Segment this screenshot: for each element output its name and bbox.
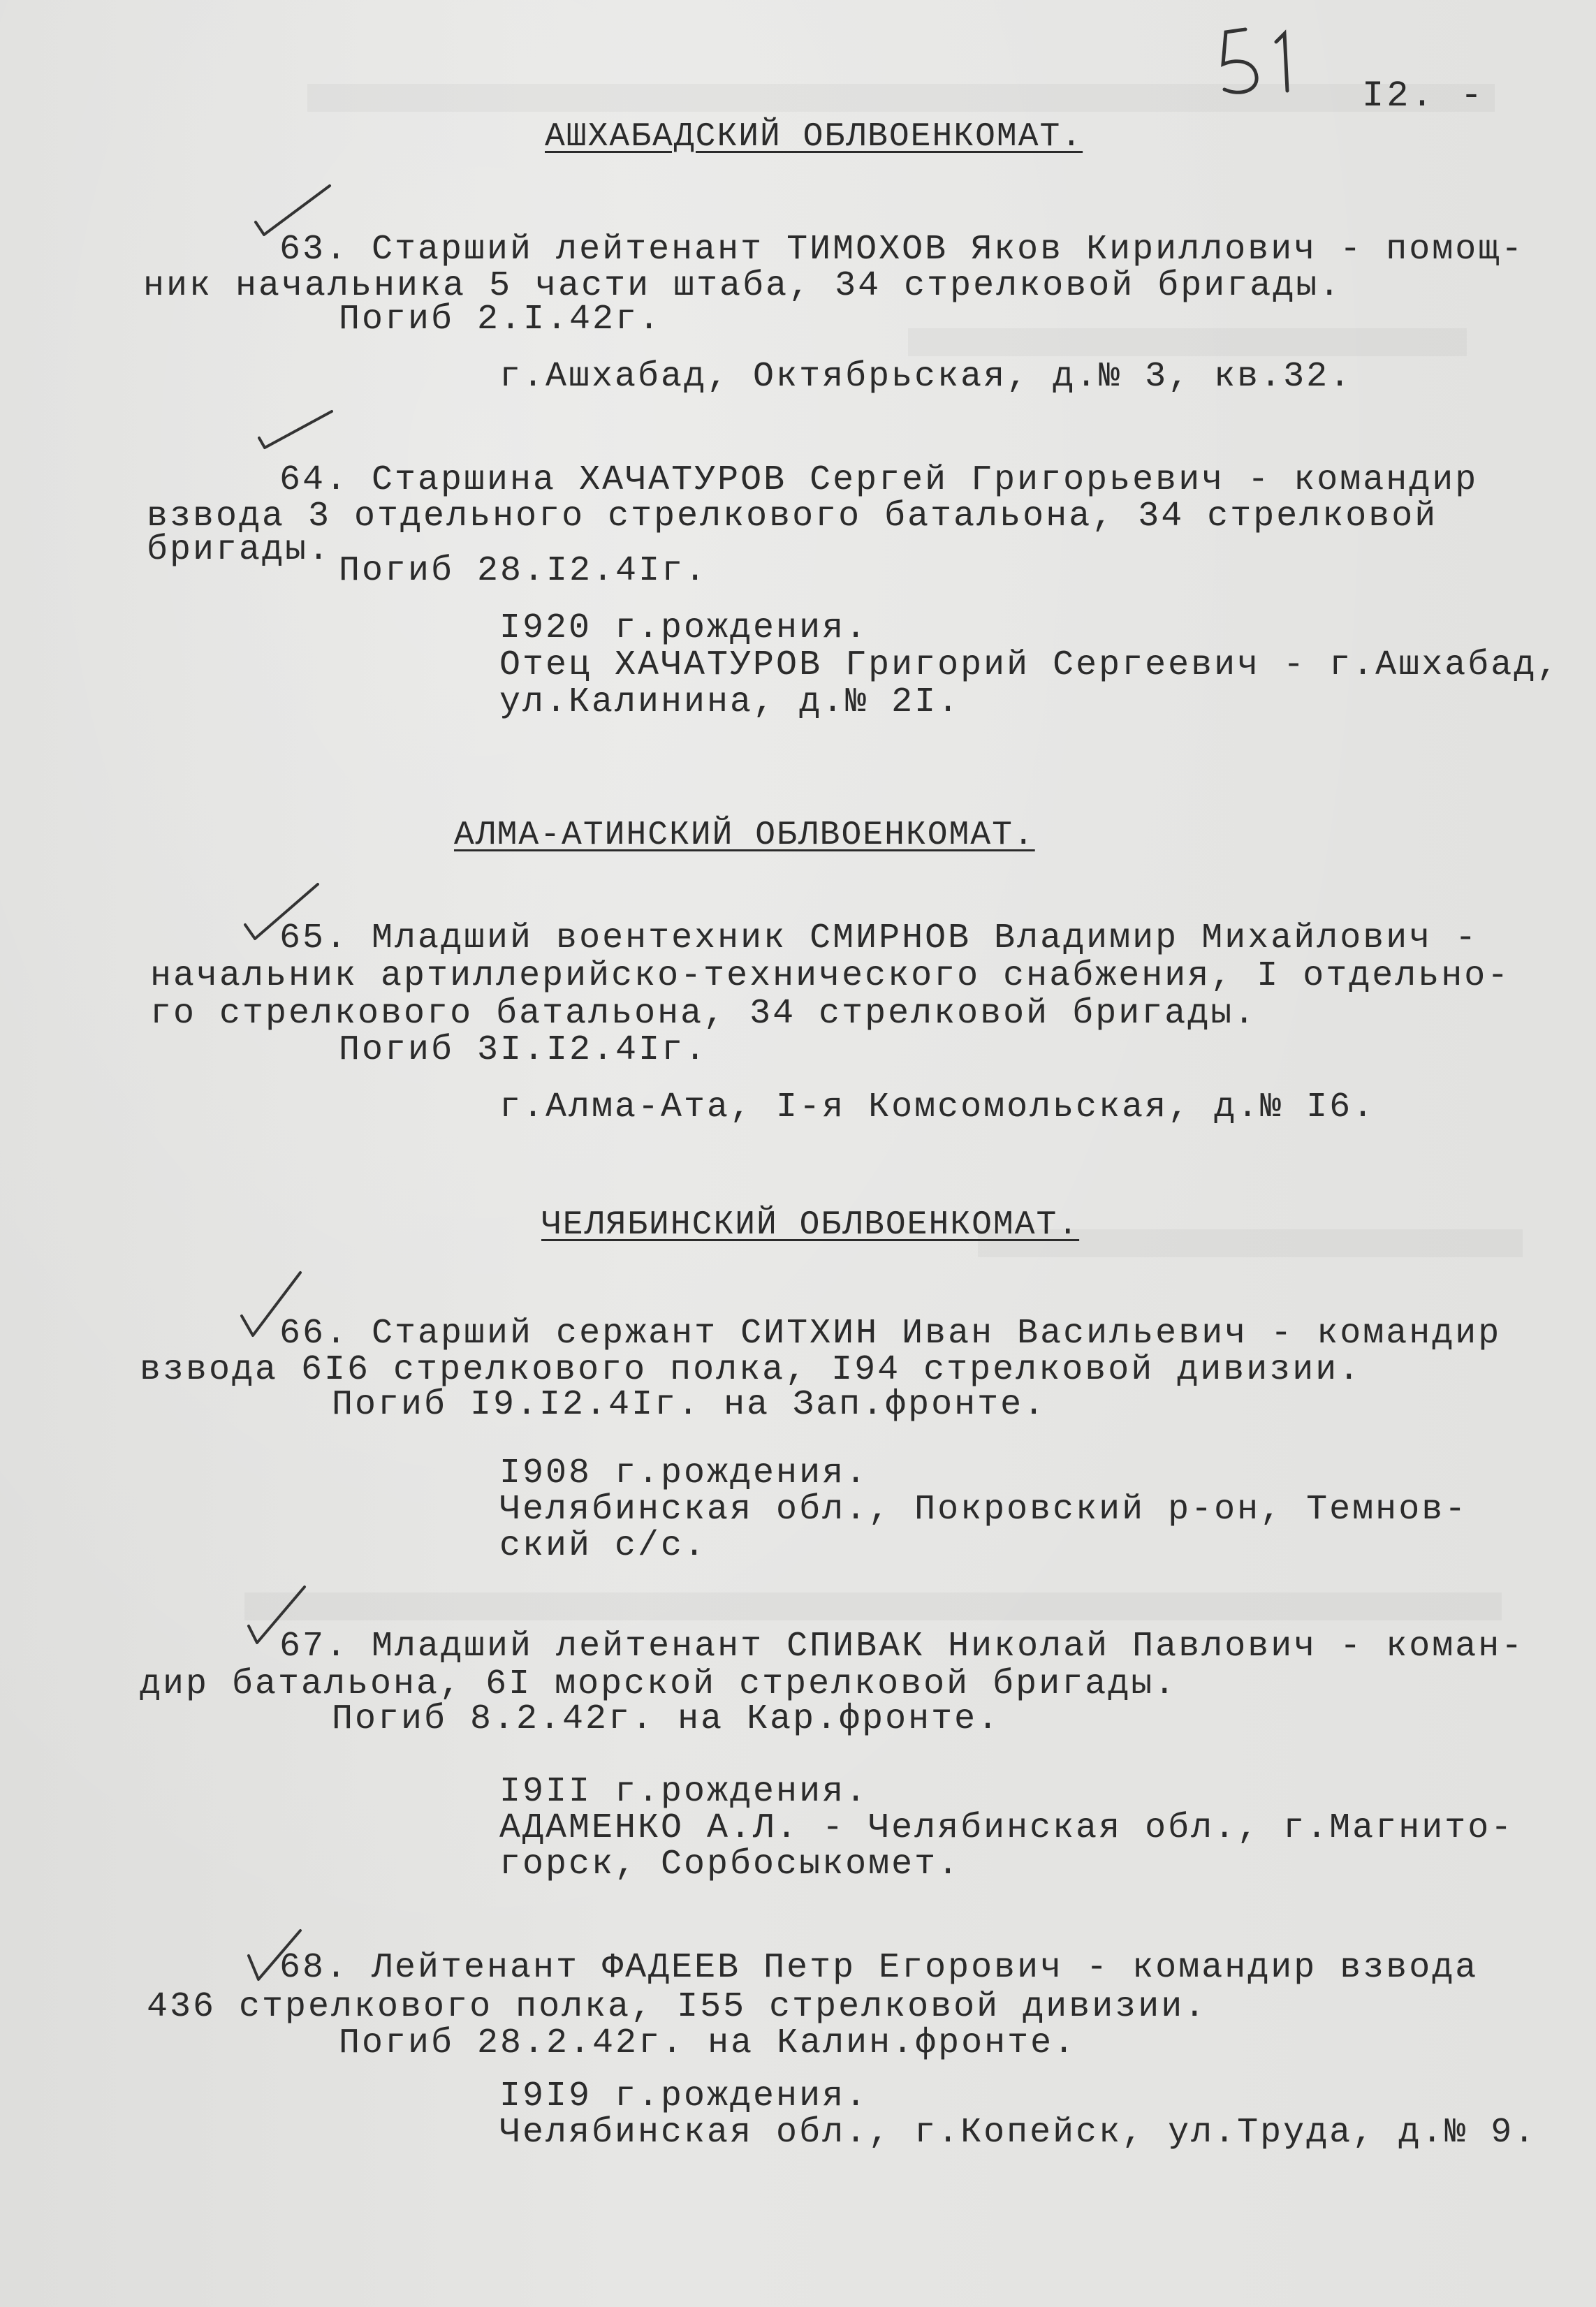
page-number: I2. -: [1362, 75, 1486, 117]
entry-address-line: ский с/с.: [499, 1526, 708, 1566]
entry-text-line: дир батальона, 6I морской стрелковой бригады.: [140, 1664, 1178, 1704]
entry-relative-line: АДАМЕНКО А.Л. - Челябинская обл., г.Магнито-: [499, 1808, 1514, 1848]
entry-death-line: Погиб 3I.I2.4Iг.: [339, 1030, 708, 1070]
entry-text-line: ник начальника 5 части штаба, 34 стрелковой бригады.: [143, 266, 1342, 306]
entry-text-line: го стрелкового батальона, 34 стрелковой бригады.: [150, 994, 1257, 1034]
entry-birth-line: I9I9 г.рождения.: [499, 2077, 869, 2116]
show-through-texture: [908, 328, 1467, 356]
entry-birth-line: I908 г.рождения.: [499, 1453, 869, 1493]
entry-text-line: 67. Младший лейтенант СПИВАК Николай Павлович - коман-: [279, 1627, 1525, 1667]
entry-address-line: ул.Калинина, д.№ 2I.: [499, 682, 961, 722]
entry-birth-line: I9II г.рождения.: [499, 1772, 869, 1812]
entry-text-line: взвода 3 отдельного стрелкового батальона, 34 стрелковой: [147, 497, 1438, 536]
entry-address-line: Челябинская обл., Покровский р-он, Темнов-: [499, 1490, 1468, 1530]
show-through-texture: [244, 1592, 1502, 1620]
handwritten-folio-number: [1212, 21, 1310, 98]
entry-text-line: взвода 6I6 стрелкового полка, I94 стрелковой дивизии.: [140, 1350, 1362, 1390]
entry-death-line: Погиб I9.I2.4Iг. на Зап.фронте.: [332, 1385, 1047, 1425]
section-heading: АЛМА-АТИНСКИЙ ОБЛВОЕНКОМАТ.: [454, 816, 1035, 854]
section-heading: ЧЕЛЯБИНСКИЙ ОБЛВОЕНКОМАТ.: [541, 1206, 1080, 1244]
entry-text-line: бригады.: [147, 530, 332, 570]
entry-text-line: начальник артиллерийско-технического снабжения, I отдельно-: [150, 956, 1511, 996]
entry-address-line: г.Ашхабад, Октябрьская, д.№ 3, кв.32.: [499, 357, 1353, 397]
entry-text-line: 68. Лейтенант ФАДЕЕВ Петр Егорович - командир взвода: [279, 1948, 1479, 1988]
entry-death-line: Погиб 2.I.42г.: [339, 300, 662, 339]
entry-text-line: 65. Младший воентехник СМИРНОВ Владимир Михайлович -: [279, 918, 1479, 958]
entry-text-line: 66. Старший сержант СИТХИН Иван Васильевич - командир: [279, 1314, 1502, 1354]
entry-text-line: 63. Старший лейтенант ТИМОХОВ Яков Кириллович - помощ-: [279, 230, 1525, 270]
entry-address-line: горск, Сорбосыкомет.: [499, 1845, 961, 1884]
entry-relative-line: Отец ХАЧАТУРОВ Григорий Сергеевич - г.Ашхабад,: [499, 645, 1560, 685]
entry-text-line: 436 стрелкового полка, I55 стрелковой дивизии.: [147, 1987, 1208, 2027]
checkmark-icon: [255, 409, 339, 451]
entry-death-line: Погиб 28.I2.4Iг.: [339, 551, 708, 591]
section-heading: АШХАБАДСКИЙ ОБЛВОЕНКОМАТ.: [545, 118, 1083, 156]
show-through-texture: [307, 84, 1495, 112]
entry-birth-line: I920 г.рождения.: [499, 608, 869, 648]
entry-death-line: Погиб 28.2.42г. на Калин.фронте.: [339, 2023, 1077, 2063]
entry-text-line: 64. Старшина ХАЧАТУРОВ Сергей Григорьевич - командир: [279, 460, 1479, 500]
entry-address-line: г.Алма-Ата, I-я Комсомольская, д.№ I6.: [499, 1087, 1376, 1127]
entry-death-line: Погиб 8.2.42г. на Кар.фронте.: [332, 1699, 1001, 1739]
entry-address-line: Челябинская обл., г.Копейск, ул.Труда, д.№ 9.: [499, 2113, 1537, 2153]
